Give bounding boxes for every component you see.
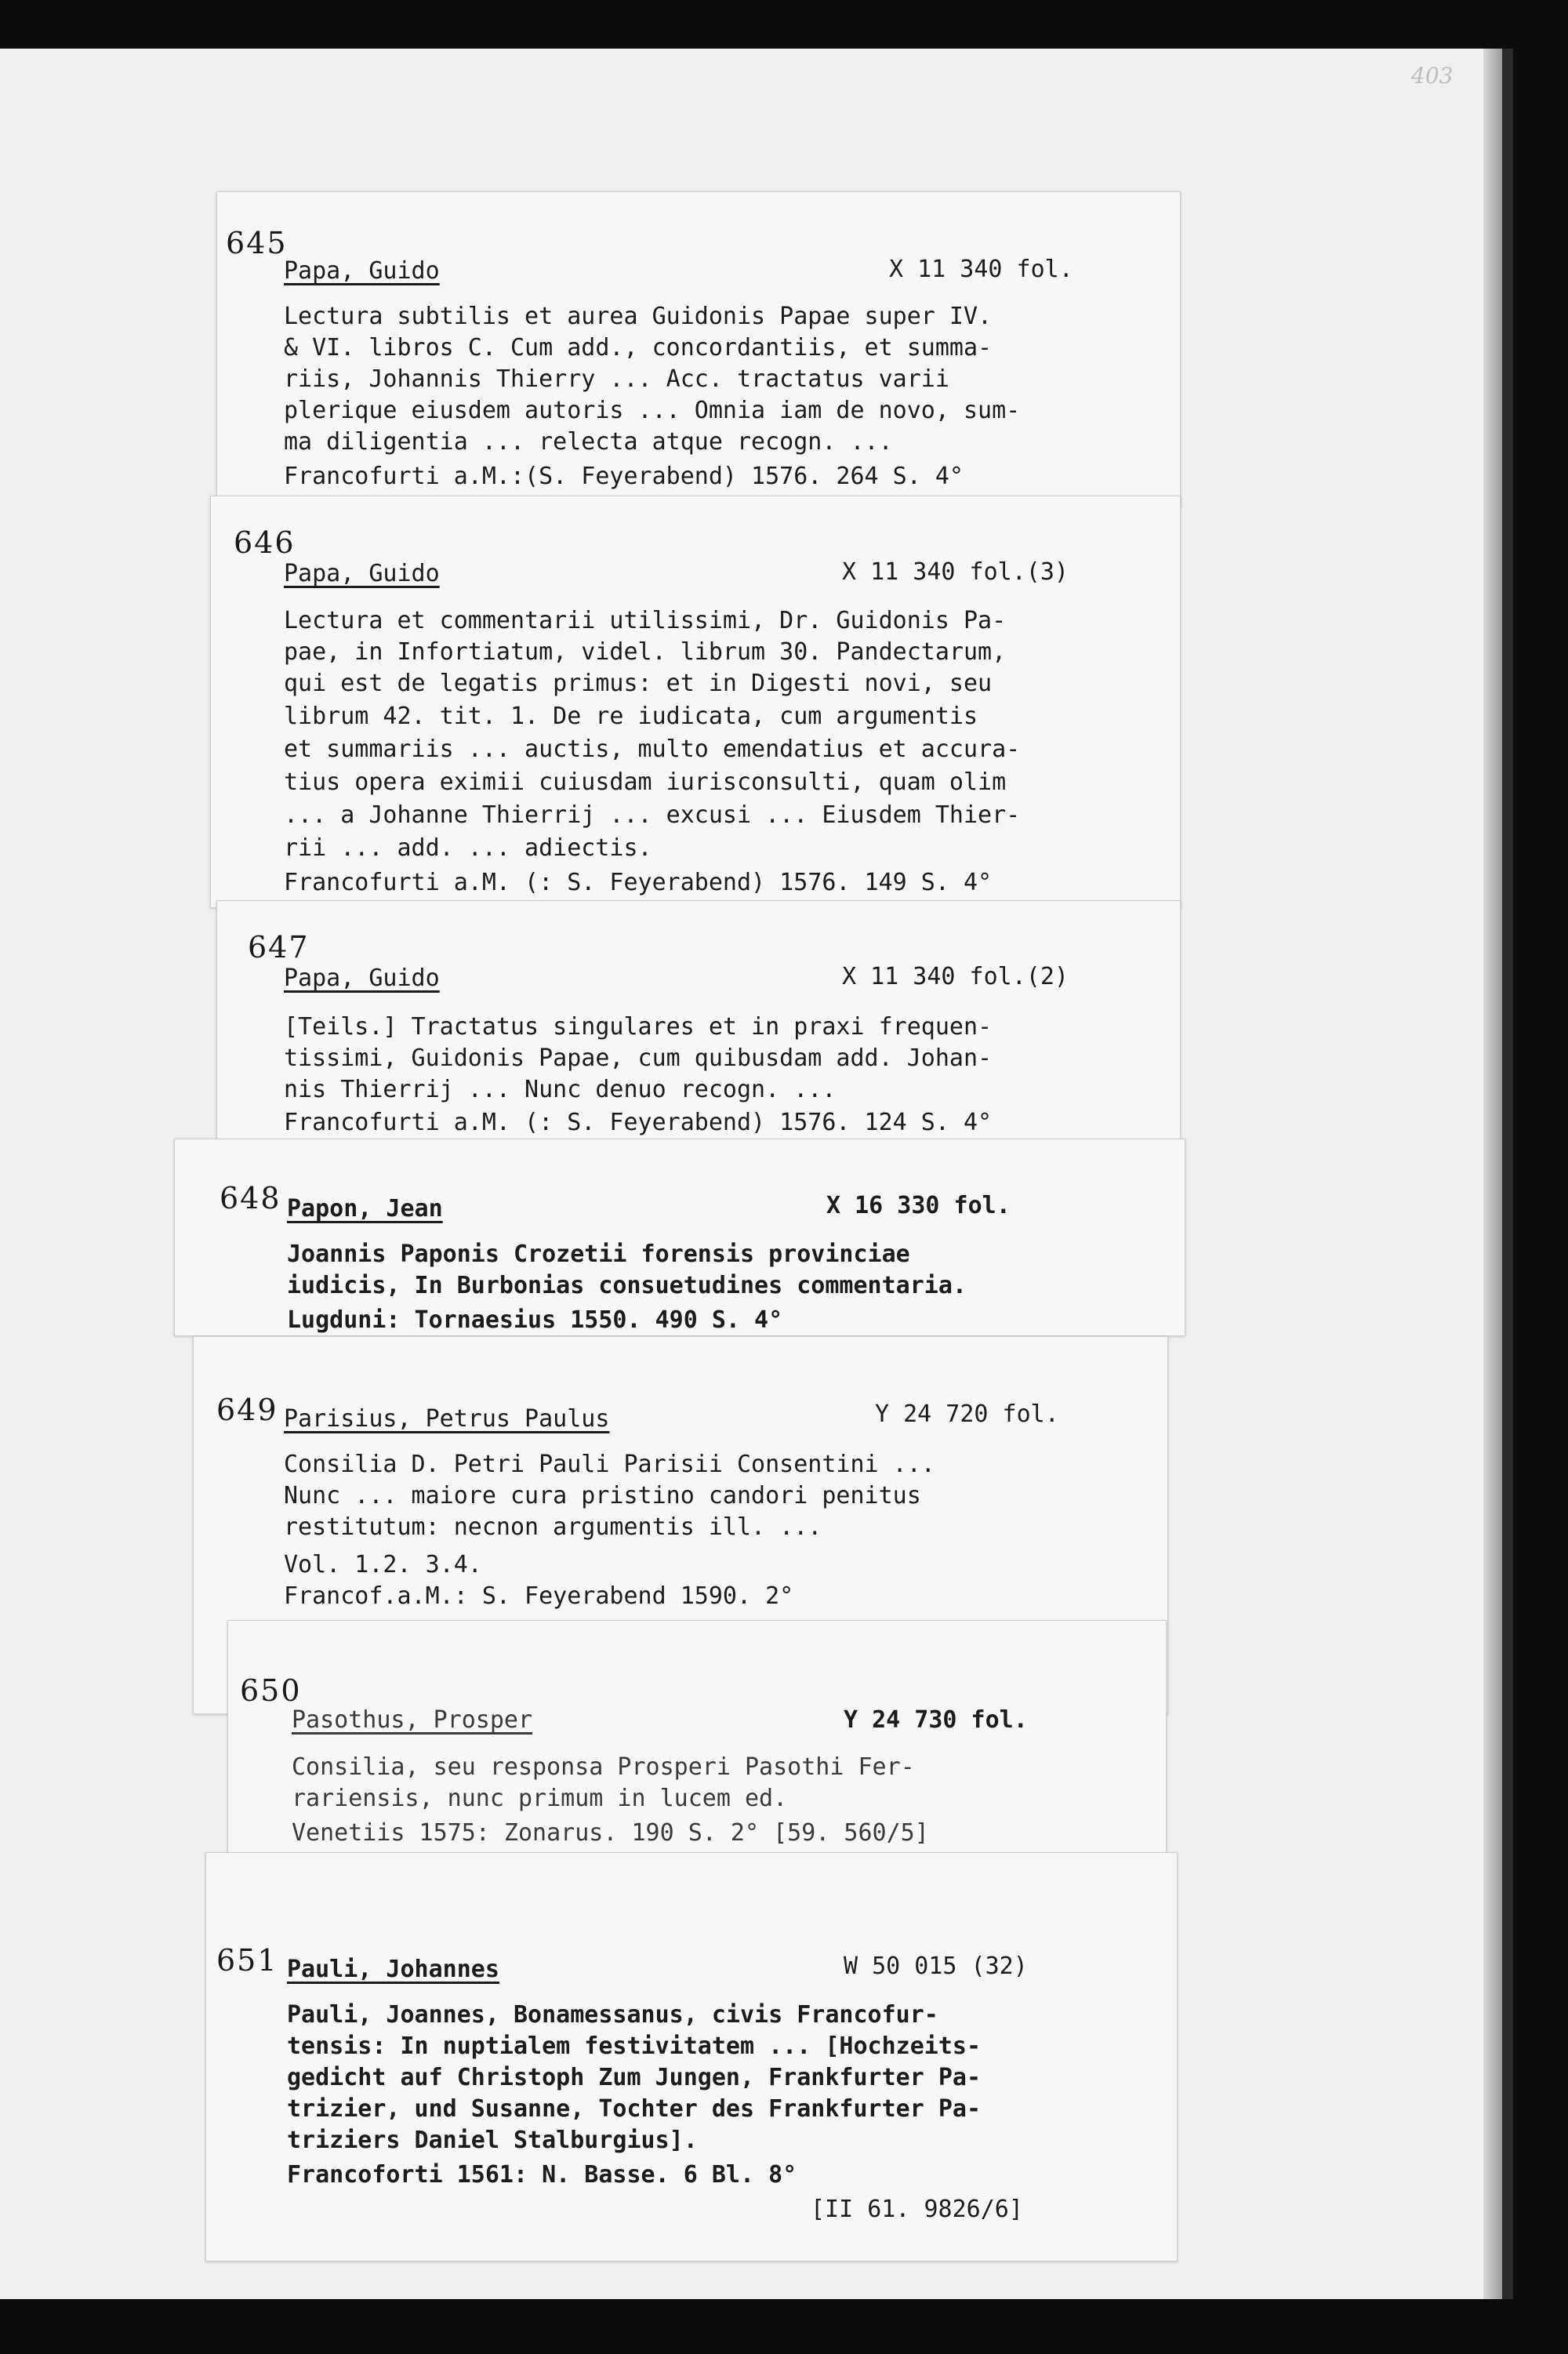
card-text-line: et summariis ... auctis, multo emendatius et accura- — [284, 736, 1021, 763]
shelf-mark: X 11 340 fol.(3) — [842, 558, 1069, 586]
card-text-line: Francoforti 1561: N. Basse. 6 Bl. 8° — [287, 2161, 797, 2189]
card-text-line: Nunc ... maiore cura pristino candori penitus — [284, 1482, 921, 1509]
card-text-line: rariensis, nunc primum in lucem ed. — [292, 1785, 788, 1812]
card-text-line: Francofurti a.M.:(S. Feyerabend) 1576. 264 S. 4° — [284, 463, 964, 490]
card-author: Papa, Guido — [284, 560, 440, 587]
card-text-line: iudicis, In Burbonias consuetudines commentaria. — [287, 1272, 967, 1299]
shelf-mark: X 16 330 fol. — [826, 1192, 1011, 1219]
card-text-line: gedicht auf Christoph Zum Jungen, Frankfurter Pa- — [287, 2064, 982, 2091]
card-text-line: Venetiis 1575: Zonarus. 190 S. 2° [59. 560/5] — [292, 1819, 929, 1847]
card-text-line: plerique eiusdem autoris ... Omnia iam de novo, sum- — [284, 397, 1021, 424]
card-number: 650 — [240, 1673, 302, 1708]
card-author: Papa, Guido — [284, 964, 440, 992]
card-text-line: Lectura et commentarii utilissimi, Dr. Guidonis Pa- — [284, 607, 1007, 634]
card-author: Parisius, Petrus Paulus — [284, 1405, 610, 1433]
card-text-line: riis, Johannis Thierry ... Acc. tractatus varii — [284, 365, 949, 393]
card-text-line: pae, in Infortiatum, videl. librum 30. Pandectarum, — [284, 638, 1007, 666]
shelf-mark: Y 24 720 fol. — [875, 1400, 1059, 1428]
card-text-line: librum 42. tit. 1. De re iudicata, cum argumentis — [284, 703, 978, 730]
card-author: Pauli, Johannes — [287, 1956, 499, 1983]
card-text-line: Pauli, Joannes, Bonamessanus, civis Francofur- — [287, 2001, 938, 2029]
card-number: 646 — [234, 525, 296, 560]
card-text-line: tius opera eximii cuiusdam iurisconsulti, quam olim — [284, 768, 1007, 796]
card-number: 645 — [226, 226, 288, 260]
card-author: Papa, Guido — [284, 257, 440, 285]
card-text-line: Consilia, seu responsa Prosperi Pasothi Fer- — [292, 1753, 915, 1781]
card-text-line: ma diligentia ... relecta atque recogn. ... — [284, 428, 893, 456]
card-text-line: nis Thierrij ... Nunc denuo recogn. ... — [284, 1076, 837, 1103]
card-number: 648 — [220, 1181, 281, 1215]
card-number: 647 — [248, 930, 310, 964]
card-text-line: Francofurti a.M. (: S. Feyerabend) 1576. 149 S. 4° — [284, 869, 993, 896]
card-text-line: tissimi, Guidonis Papae, cum quibusdam add. Johan- — [284, 1044, 993, 1072]
card-number: 651 — [216, 1943, 278, 1978]
card-text-line: [Teils.] Tractatus singulares et in praxi frequen- — [284, 1013, 993, 1041]
card-text-line: Francof.a.M.: S. Feyerabend 1590. 2° — [284, 1582, 794, 1610]
card-text-line: & VI. libros C. Cum add., concordantiis, et summa- — [284, 334, 993, 361]
card-text-line: ... a Johanne Thierrij ... excusi ... Eiusdem Thier- — [284, 801, 1021, 829]
card-text-line: rii ... add. ... adiectis. — [284, 834, 652, 862]
shelf-mark: X 11 340 fol. — [889, 256, 1073, 283]
shelf-mark: Y 24 730 fol. — [844, 1706, 1028, 1734]
card-text-line: qui est de legatis primus: et in Digesti novi, seu — [284, 670, 993, 697]
card-text-line: Joannis Paponis Crozetii forensis provinciae — [287, 1241, 910, 1268]
shelf-mark: W 50 015 (32) — [844, 1953, 1028, 1980]
shelf-mark: X 11 340 fol.(2) — [842, 963, 1069, 990]
card-text-line: Francofurti a.M. (: S. Feyerabend) 1576. 124 S. 4° — [284, 1109, 993, 1136]
page-edge — [1483, 49, 1502, 2299]
card-author: Pasothus, Prosper — [292, 1706, 533, 1734]
card-text-line: restitutum: necnon argumentis ill. ... — [284, 1513, 822, 1541]
folio-number: 403 — [1411, 63, 1454, 89]
card-text-line: trizier, und Susanne, Tochter des Frankfurter Pa- — [287, 2095, 982, 2123]
card-text-line: Vol. 1.2. 3.4. — [284, 1551, 482, 1578]
card-author: Papon, Jean — [287, 1195, 443, 1222]
shelf-mark-secondary: [II 61. 9826/6] — [811, 2196, 1023, 2223]
card-text-line: triziers Daniel Stalburgius]. — [287, 2127, 698, 2154]
card-text-line: Lectura subtilis et aurea Guidonis Papae super IV. — [284, 303, 993, 330]
card-number: 649 — [216, 1393, 278, 1427]
card-text-line: Consilia D. Petri Pauli Parisii Consentini ... — [284, 1451, 935, 1478]
card-text-line: Lugduni: Tornaesius 1550. 490 S. 4° — [287, 1306, 783, 1334]
page-edge-shadow — [1502, 49, 1513, 2299]
card-text-line: tensis: In nuptialem festivitatem ... [Hochzeits- — [287, 2033, 982, 2060]
